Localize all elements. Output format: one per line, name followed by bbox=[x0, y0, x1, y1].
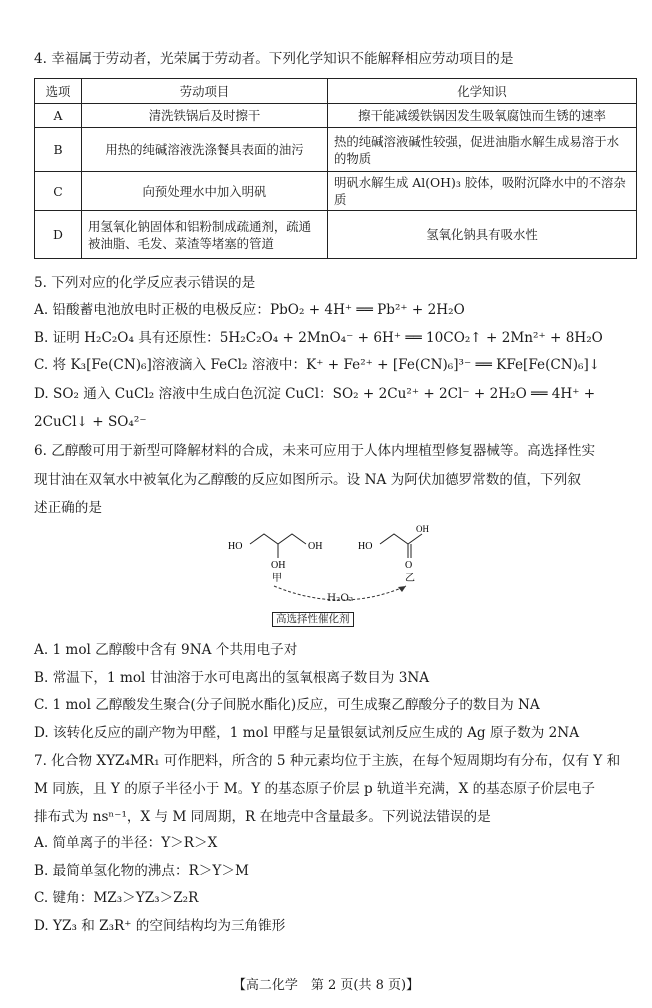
row-knowledge: 擦干能减缓铁锅因发生吸氧腐蚀而生锈的速率 bbox=[328, 104, 637, 128]
row-knowledge: 明矾水解生成 Al(OH)₃ 胶体，吸附沉降水中的不溶杂质 bbox=[328, 172, 637, 211]
table-row bbox=[35, 104, 637, 128]
q6-stem-line2: 现甘油在双氧水中被氧化为乙醇酸的反应如图所示。设 NA 为阿伏加德罗常数的值，下列叙 bbox=[34, 472, 581, 488]
header-option: 选项 bbox=[35, 79, 82, 104]
row-project: 向预处理水中加入明矾 bbox=[82, 172, 328, 211]
q7-option-c: C. 键角：MZ₃＞YZ₃＞Z₂R bbox=[34, 890, 199, 906]
q4-table bbox=[34, 78, 637, 259]
q5-option-a: A. 铅酸蓄电池放电时正极的电极反应：PbO₂ + 4H⁺ ══ Pb²⁺ + 2H₂O bbox=[34, 302, 465, 318]
glycolic-ho: HO bbox=[358, 541, 373, 552]
row-option: A bbox=[35, 104, 82, 128]
q5-option-d-line2: 2CuCl↓ + SO₄²⁻ bbox=[34, 414, 147, 430]
q7-stem-line1: 7. 化合物 XYZ₄MR₁ 可作肥料，所含的 5 种元素均位于主族，在每个短周期均有分布，仅有 Y 和 bbox=[34, 753, 621, 769]
glycerol-oh-bottom: OH bbox=[271, 560, 286, 571]
row-project: 用氢氧化钠固体和铝粉制成疏通剂，疏通被油脂、毛发、菜渣等堵塞的管道 bbox=[82, 211, 328, 259]
q6-stem-line1: 6. 乙醇酸可用于新型可降解材料的合成，未来可应用于人体内埋植型修复器械等。高选择性实 bbox=[34, 443, 596, 459]
q6-stem-line3: 述正确的是 bbox=[34, 500, 102, 516]
glycolic-o: O bbox=[405, 560, 413, 571]
q7-stem-line2: M 同族，且 Y 的原子半径小于 M。Y 的基态原子价层 p 轨道半充满，X 的基态原子价层电子 bbox=[34, 781, 595, 797]
table-row bbox=[35, 172, 637, 211]
row-option: B bbox=[35, 128, 82, 172]
q5-option-d-line1: D. SO₂ 通入 CuCl₂ 溶液中生成白色沉淀 CuCl：SO₂ + 2Cu²⁺ + 2Cl⁻ + 2H₂O ══ 4H⁺ + bbox=[34, 386, 596, 402]
label-jia: 甲 bbox=[272, 573, 282, 584]
row-option: D bbox=[35, 211, 82, 259]
table-header-row bbox=[35, 79, 637, 104]
q6-option-d: D. 该转化反应的副产物为甲醛，1 mol 甲醛与足量银氨试剂反应生成的 Ag 原子数为 2NA bbox=[34, 725, 580, 741]
q7-option-a: A. 简单离子的半径：Y＞R＞X bbox=[34, 835, 218, 851]
page-footer: 【高二化学 第 2 页(共 8 页)】 bbox=[232, 978, 420, 993]
q6-option-a: A. 1 mol 乙醇酸中含有 9NA 个共用电子对 bbox=[34, 642, 298, 658]
catalyst-box: 高选择性催化剂 bbox=[272, 612, 354, 627]
q7-option-d: D. YZ₃ 和 Z₃R⁺ 的空间结构均为三角锥形 bbox=[34, 918, 286, 934]
glycerol-ho: HO bbox=[228, 541, 243, 552]
label-yi: 乙 bbox=[405, 573, 415, 584]
glycolic-oh: OH bbox=[416, 524, 429, 534]
acid-oh-bond bbox=[408, 534, 422, 544]
row-project: 清洗铁锅后及时擦干 bbox=[82, 104, 328, 128]
table-row bbox=[35, 211, 637, 259]
table-row bbox=[35, 128, 637, 172]
glycolic-skeleton bbox=[380, 534, 408, 544]
row-project: 用热的纯碱溶液洗涤餐具表面的油污 bbox=[82, 128, 328, 172]
glycerol-skeleton bbox=[250, 534, 306, 544]
arrow-head-icon bbox=[398, 586, 406, 592]
q7-stem-line3: 排布式为 nsⁿ⁻¹，X 与 M 同周期，R 在地壳中含量最多。下列说法错误的是 bbox=[34, 809, 491, 825]
q6-option-c: C. 1 mol 乙醇酸发生聚合(分子间脱水酯化)反应，可生成聚乙醇酸分子的数目为 NA bbox=[34, 697, 540, 713]
row-knowledge: 氢氧化钠具有吸水性 bbox=[328, 211, 637, 259]
header-project: 劳动项目 bbox=[82, 79, 328, 104]
q5-option-c: C. 将 K₃[Fe(CN)₆]溶液滴入 FeCl₂ 溶液中：K⁺ + Fe²⁺ + [Fe(CN)₆]³⁻ ══ KFe[Fe(CN)₆]↓ bbox=[34, 357, 601, 373]
q6-option-b: B. 常温下，1 mol 甘油溶于水可电离出的氢氧根离子数目为 3NA bbox=[34, 670, 430, 686]
q5-option-b: B. 证明 H₂C₂O₄ 具有还原性：5H₂C₂O₄ + 2MnO₄⁻ + 6H⁺ ══ 10CO₂↑ + 2Mn²⁺ + 8H₂O bbox=[34, 330, 603, 346]
header-knowledge: 化学知识 bbox=[328, 79, 637, 104]
reagent-label: H₂O₂ bbox=[327, 592, 354, 604]
row-option: C bbox=[35, 172, 82, 211]
q5-stem: 5. 下列对应的化学反应表示错误的是 bbox=[34, 275, 256, 291]
q7-option-b: B. 最简单氢化物的沸点：R＞Y＞M bbox=[34, 863, 249, 879]
row-knowledge: 热的纯碱溶液碱性较强，促进油脂水解生成易溶于水的物质 bbox=[328, 128, 637, 172]
q4-stem: 4. 幸福属于劳动者，光荣属于劳动者。下列化学知识不能解释相应劳动项目的是 bbox=[34, 51, 514, 67]
glycerol-oh-right: OH bbox=[308, 541, 323, 552]
